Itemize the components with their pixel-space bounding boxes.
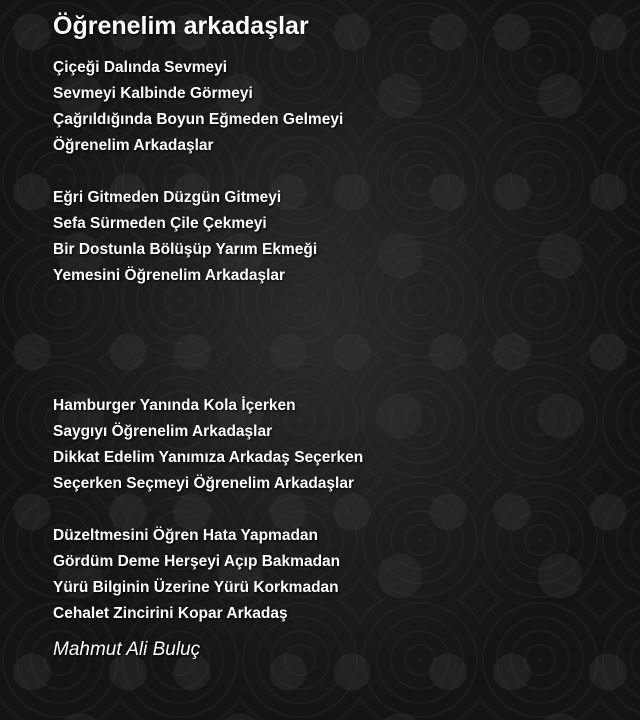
poem-line: Öğrenelim Arkadaşlar: [53, 137, 214, 154]
poem-line: Cehalet Zincirini Kopar Arkadaş: [53, 605, 288, 622]
poem-line: Gördüm Deme Herşeyi Açıp Bakmadan: [53, 553, 341, 570]
stanza-gap: [53, 289, 623, 393]
poem-line: Sefa Sürmeden Çile Çekmeyi: [53, 215, 267, 232]
stanza-4: [53, 523, 623, 627]
stanza-3: [53, 393, 623, 497]
poem-line: Bir Dostunla Bölüşüp Yarım Ekmeği: [53, 241, 318, 258]
poem-title: Öğrenelim arkadaşlar: [53, 12, 309, 40]
poem-line: Dikkat Edelim Yanımıza Arkadaş Seçerken: [53, 449, 364, 466]
poem-line: Saygıyı Öğrenelim Arkadaşlar: [53, 423, 273, 440]
poem-line: Yürü Bilginin Üzerine Yürü Korkmadan: [53, 579, 339, 596]
poem-line: Eğri Gitmeden Düzgün Gitmeyi: [53, 189, 282, 206]
poem-line: Çağrıldığında Boyun Eğmeden Gelmeyi: [53, 111, 344, 128]
poem-card: [53, 12, 623, 661]
poem-line: Yemesini Öğrenelim Arkadaşlar: [53, 267, 286, 284]
stanza-2: [53, 185, 623, 289]
stanza-1: [53, 55, 623, 159]
poem-line: Çiçeği Dalında Sevmeyi: [53, 59, 228, 76]
poem-line: Düzeltmesini Öğren Hata Yapmadan: [53, 527, 319, 544]
poem-line: Hamburger Yanında Kola İçerken: [53, 397, 296, 414]
poem-line: Seçerken Seçmeyi Öğrenelim Arkadaşlar: [53, 475, 354, 492]
poem-author: Mahmut Ali Buluç: [53, 639, 201, 660]
poem-line: Sevmeyi Kalbinde Görmeyi: [53, 85, 253, 102]
